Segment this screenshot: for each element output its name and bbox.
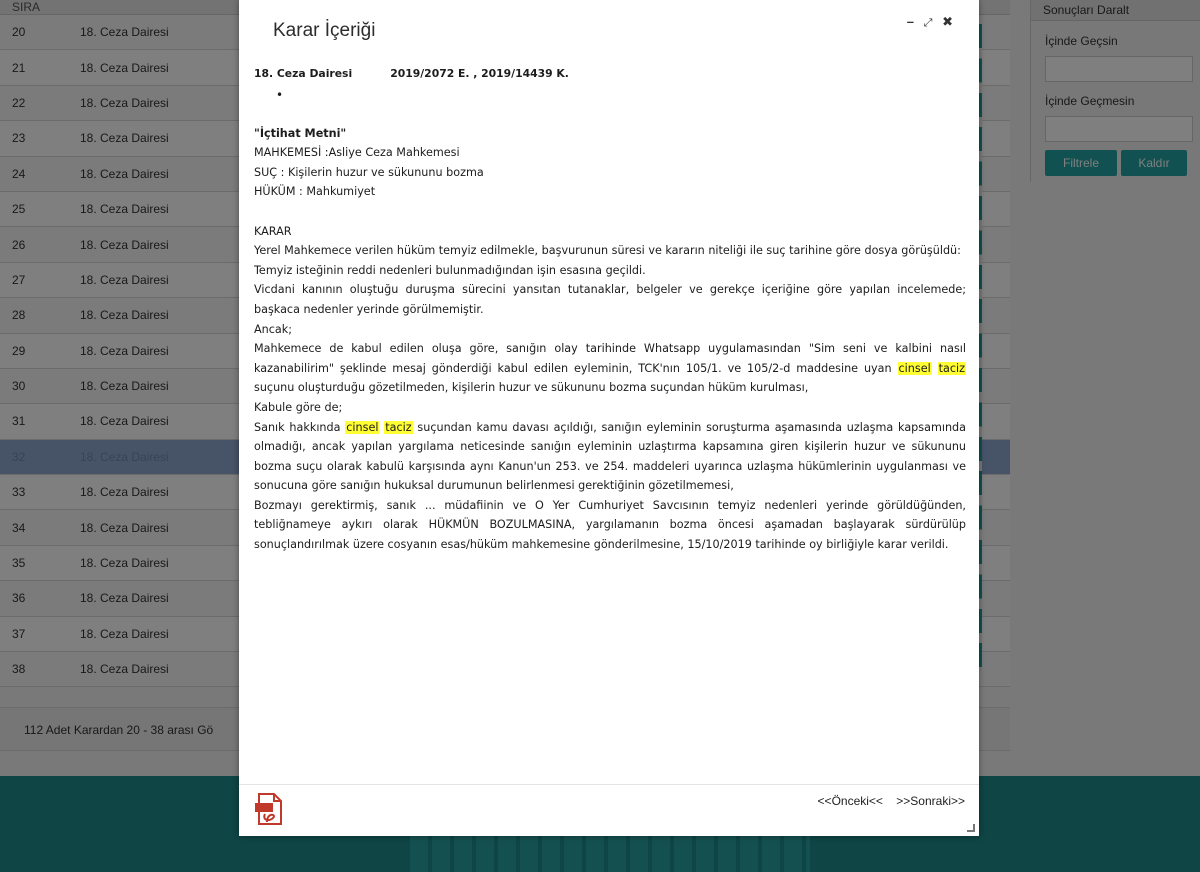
header-separator: , (473, 67, 478, 80)
modal-footer-divider (239, 784, 979, 785)
paragraph-7-end: suçundan kamu davası açıldığı, sanığın eyleminin soruşturma aşamasında uzlaşma kapsamında olmadığı, ancak yapılan yargılama neticesinde sanığın eyleminin uzlaştırma kapsamına giren kişilerin huzur ve sükununu bozma suçu olarak kabulü karşısında aynı Kanun'un 253. ve 254. maddeleri uyarınca uzlaşma hükümlerinin uygulanması ve sonucuna göre sanığın hukuksal durumunun belirlenmesi gerektiğinin gözetilmemesi, (254, 420, 966, 493)
paragraph-5-start: Mahkemece de kabul edilen oluşa göre, sanığın olay tarihinde Whatsapp uygulamasından "Sim seni ve kalbini nasıl kazanabilirim" şeklinde mesaj gönderdiği kabul edilen eyleminin, TCK'nın 105/1. ve 105/2-d maddesine uyan (254, 342, 966, 375)
resize-handle-icon[interactable] (967, 824, 975, 832)
judgment-line: HÜKÜM : Mahkumiyet (254, 185, 376, 199)
bullet-point: • (276, 87, 284, 102)
restore-icon[interactable]: ⤢ (923, 17, 933, 29)
next-link[interactable]: >>Sonraki>> (896, 794, 965, 808)
chamber-name: 18. Ceza Dairesi (254, 67, 353, 80)
paragraph-7 (254, 418, 966, 496)
paragraph-5-end: suçunu oluşturduğu gözetilmeden, kişilerin huzur ve sükununu bozma suçundan hüküm kurulması, (254, 381, 809, 395)
highlight-taciz-2: taciz (385, 420, 412, 434)
paragraph-4: Ancak; (254, 322, 292, 336)
paragraph-2: Temyiz isteğinin reddi nedenleri bulunmadığından işin esasına geçildi. (254, 263, 646, 277)
paragraph-7-start: Sanık hakkında (254, 420, 341, 434)
pdf-download-icon[interactable] (253, 792, 285, 826)
decision-header (254, 64, 966, 84)
decision-text (254, 64, 966, 780)
decision-modal (239, 0, 979, 836)
paragraph-5 (254, 339, 966, 398)
window-controls (901, 14, 953, 30)
decision-navigation (808, 794, 965, 808)
highlight-cinsel: cinsel (898, 361, 931, 375)
court-line: MAHKEMESİ :Asliye Ceza Mahkemesi (254, 146, 460, 160)
minimize-icon[interactable]: – (906, 14, 915, 29)
previous-link[interactable]: <<Önceki<< (817, 794, 883, 808)
highlight-cinsel-2: cinsel (346, 420, 379, 434)
paragraph-6: Kabule göre de; (254, 400, 343, 414)
paragraph-3: Vicdani kanının oluştuğu duruşma sürecini yansıtan tutanaklar, belgeler ve gerekçe içeriğine göre yapılan incelemede; başkaca nedenler yerinde görülmemiştir. (254, 283, 966, 316)
esas-number: 2019/2072 E. (390, 67, 470, 80)
paragraph-8: Bozmayı gerektirmiş, sanık ... müdafiinin ve O Yer Cumhuriyet Savcısının temyiz nedenleri yerinde görüldüğünden, tebliğnameye aykırı olarak HÜKMÜN BOZULMASINA, yargılamanın bozma öncesi aşamadan başlayarak sürdürülüp sonuçlandırılmak üzere cosyanın esas/hüküm mahkemesine gönderilmesine, 15/10/2019 tarihinde oy birliğiyle karar verildi. (254, 498, 966, 552)
modal-title: Karar İçeriği (273, 20, 376, 41)
karar-heading: KARAR (254, 224, 292, 238)
crime-line: SUÇ : Kişilerin huzur ve sükununu bozma (254, 165, 484, 179)
paragraph-1: Yerel Mahkemece verilen hüküm temyiz edilmekle, başvurunun süresi ve kararın niteliği ile suç tarihine göre dosya görüşüldü: (254, 244, 961, 258)
section-title: "İçtihat Metni" (254, 126, 347, 140)
karar-number: 2019/14439 K. (481, 67, 569, 80)
highlight-taciz: taciz (938, 361, 965, 375)
close-icon[interactable]: ✖ (942, 14, 953, 29)
